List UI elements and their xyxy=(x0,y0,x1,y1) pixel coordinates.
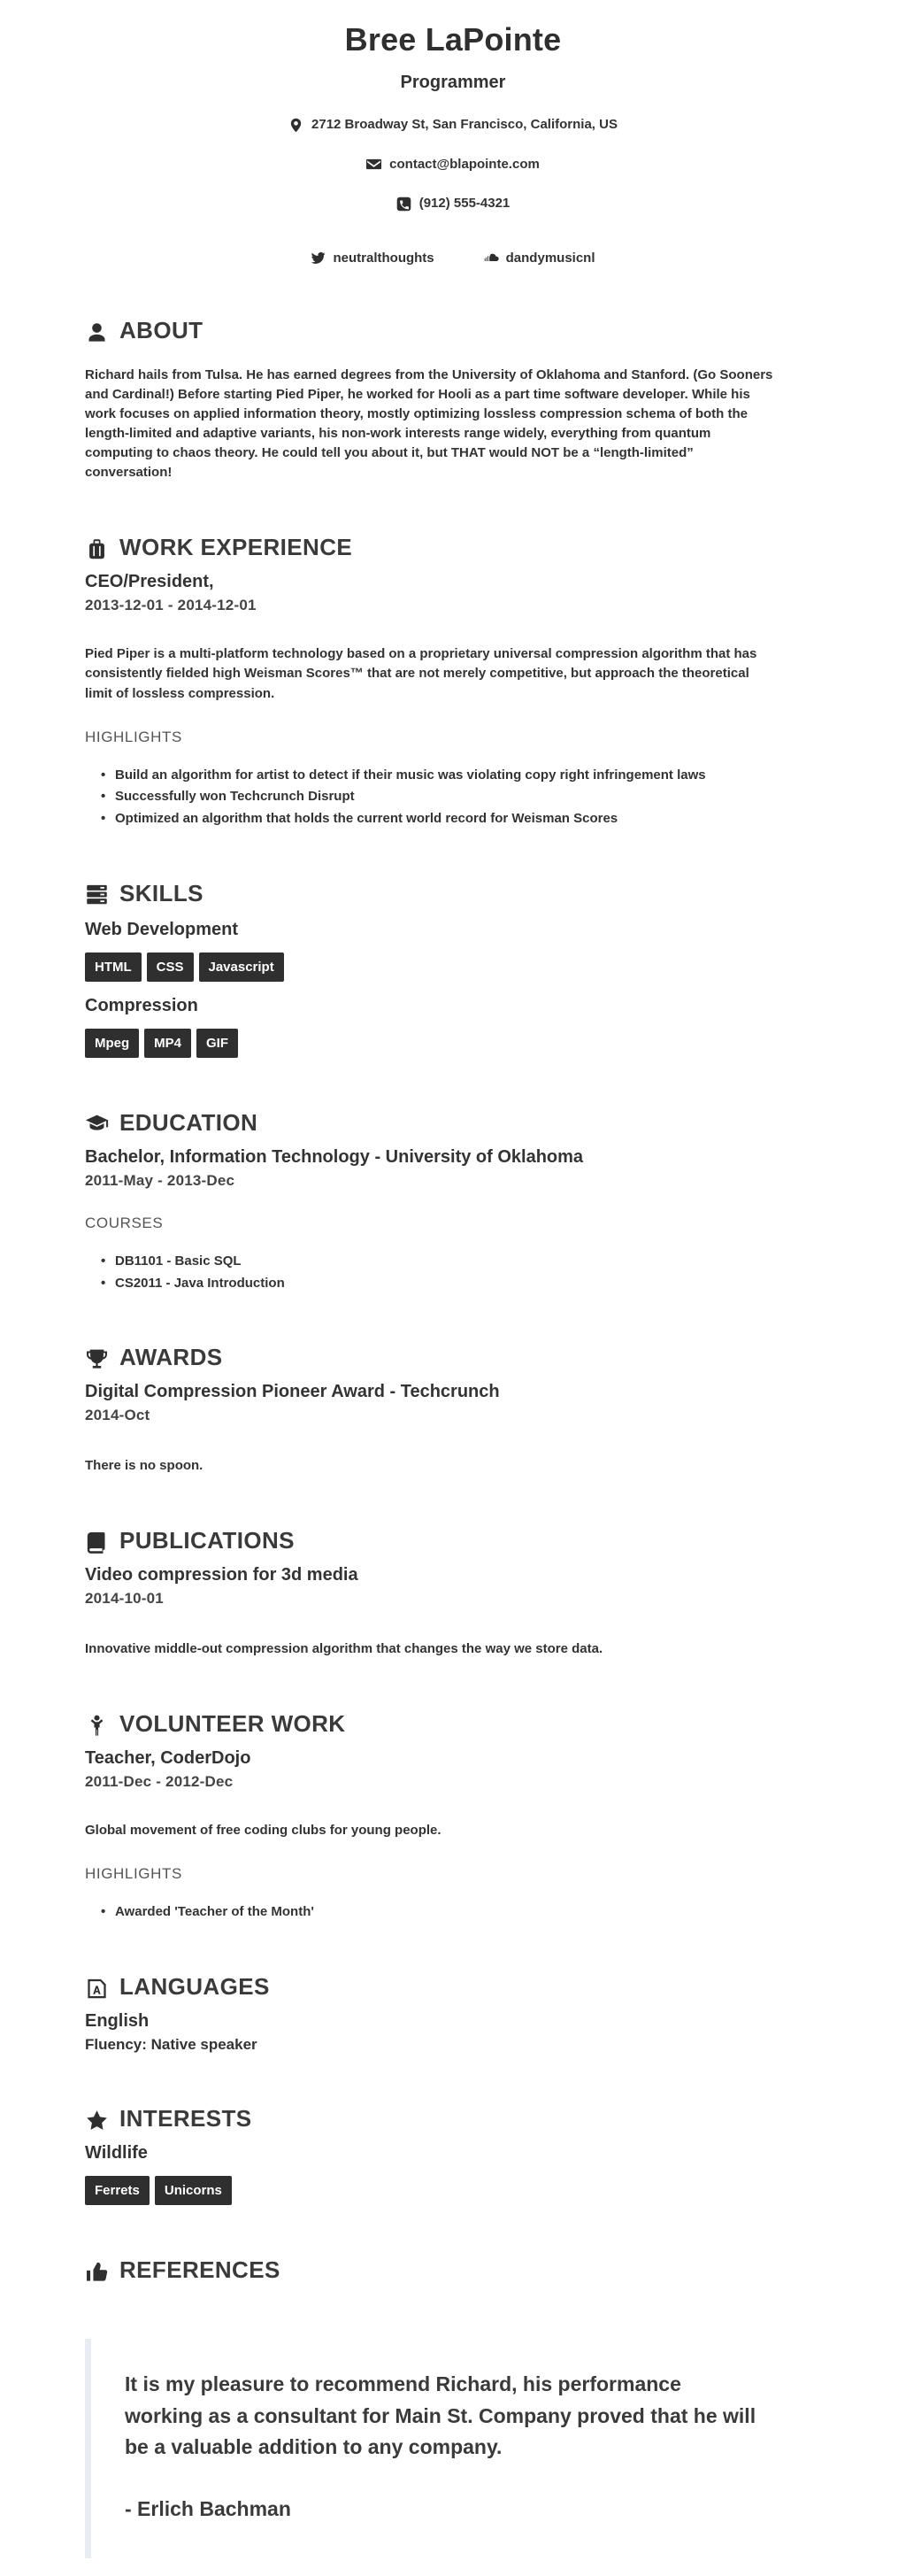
language-fluency: Fluency: Native speaker xyxy=(85,2036,257,2054)
phone-line[interactable] xyxy=(85,196,821,212)
phone-icon xyxy=(396,196,411,212)
volunteer-dates: 2011-Dec - 2012-Dec xyxy=(85,1773,234,1791)
skill-group-name: Compression xyxy=(85,995,198,1015)
award-title: Digital Compression Pioneer Award - Techcrunch xyxy=(85,1382,500,1402)
child-icon xyxy=(85,1710,109,1738)
resume-page xyxy=(85,0,821,2576)
soundcloud-link[interactable] xyxy=(484,251,595,266)
twitter-link[interactable] xyxy=(311,251,434,266)
section-interests xyxy=(85,2105,821,2205)
section-skills xyxy=(85,880,821,1058)
soundcloud-handle: dandymusicnl xyxy=(505,250,595,266)
languages-heading-text: LANGUAGES xyxy=(119,1973,270,2001)
interests-heading xyxy=(85,2105,821,2133)
volunteer-heading xyxy=(85,1710,821,1738)
section-work-experience xyxy=(85,534,821,828)
interests-heading-text: INTERESTS xyxy=(119,2105,252,2133)
reference-quote-block xyxy=(85,2339,821,2558)
skill-tag-row xyxy=(85,953,821,982)
phone-text: (912) 555-4321 xyxy=(418,196,511,212)
skill-tag: GIF xyxy=(196,1029,238,1058)
award-date: 2014-Oct xyxy=(85,1407,150,1424)
person-name: Bree LaPointe xyxy=(344,21,562,58)
user-icon xyxy=(85,317,109,344)
volunteer-heading-text: VOLUNTEER WORK xyxy=(119,1710,346,1738)
bottom-spacer xyxy=(85,2558,821,2576)
star-icon xyxy=(85,2105,109,2133)
trophy-icon xyxy=(85,1344,109,1371)
reference-quote-text: It is my pleasure to recommend Richard, his performance working as a consultant for Main St. Company proved that he will be a valuable addition to any company. xyxy=(125,2372,756,2459)
about-heading-text: ABOUT xyxy=(119,317,203,344)
education-dates: 2011-May - 2013-Dec xyxy=(85,1171,235,1189)
book-icon xyxy=(85,1527,109,1554)
publication-date: 2014-10-01 xyxy=(85,1590,164,1608)
thumbs-up-icon xyxy=(85,2256,109,2284)
language-name: English xyxy=(85,2011,150,2032)
education-heading xyxy=(85,1109,821,1137)
soundcloud-icon xyxy=(484,251,499,266)
languages-heading xyxy=(85,1973,821,2001)
references-heading-text: REFERENCES xyxy=(119,2256,280,2284)
section-references xyxy=(85,2256,821,2558)
work-highlight-item: • Optimized an algorithm that holds the current world record for Weisman Scores xyxy=(115,809,770,829)
work-dates: 2013-12-01 - 2014-12-01 xyxy=(85,597,257,614)
work-highlights-list xyxy=(85,766,821,829)
work-position: CEO/President, xyxy=(85,572,214,592)
envelope-icon xyxy=(366,157,381,173)
work-highlights-label: HIGHLIGHTS xyxy=(85,728,182,745)
header xyxy=(85,21,821,266)
about-heading xyxy=(85,317,821,344)
work-heading-text: WORK EXPERIENCE xyxy=(119,534,353,561)
award-summary: There is no spoon. xyxy=(85,1458,203,1474)
publication-summary: Innovative middle-out compression algorithm that changes the way we store data. xyxy=(85,1641,603,1657)
section-about xyxy=(85,317,821,482)
awards-heading-text: AWARDS xyxy=(119,1344,223,1371)
social-row xyxy=(85,251,821,266)
section-awards xyxy=(85,1344,821,1476)
email-line[interactable] xyxy=(85,157,821,173)
skills-heading-text: SKILLS xyxy=(119,879,203,906)
skill-tag: CSS xyxy=(147,953,194,982)
skill-tag-row xyxy=(85,1029,821,1058)
volunteer-summary: Global movement of free coding clubs for young people. xyxy=(85,1823,441,1839)
skill-group xyxy=(85,996,821,1058)
twitter-icon xyxy=(311,251,326,266)
skill-group-name: Web Development xyxy=(85,919,238,939)
skill-tag: Mpeg xyxy=(85,1029,139,1058)
interest-tag: Ferrets xyxy=(85,2176,150,2205)
twitter-handle: neutralthoughts xyxy=(333,250,434,266)
reference-attribution: - Erlich Bachman xyxy=(125,2497,291,2521)
skill-tag: HTML xyxy=(85,953,142,982)
education-courses-list xyxy=(85,1252,821,1293)
location-pin-icon xyxy=(288,117,303,133)
section-education xyxy=(85,1109,821,1293)
work-heading xyxy=(85,534,821,561)
about-body: Richard hails from Tulsa. He has earned degrees from the University of Oklahoma and Stanford. (Go Sooners and Cardinal!) Before starting Pied Piper, he worked for Hooli as a part time software developer. While his work focuses on applied information theory, mostly optimizing lossless compression schema of both the length-limited and adaptive variants, his non-work interests range widely, everything from quantum computing to chaos theory. He could tell you about it, but THAT would NOT be a “length-limited” conversation! xyxy=(85,367,773,481)
skills-heading xyxy=(85,880,821,907)
course-item: • DB1101 - Basic SQL xyxy=(115,1252,770,1271)
skill-group xyxy=(85,920,821,982)
education-degree: Bachelor, Information Technology - University of Oklahoma xyxy=(85,1146,584,1167)
volunteer-highlights-list xyxy=(85,1902,821,1922)
skill-tag: MP4 xyxy=(144,1029,191,1058)
volunteer-highlights-label: HIGHLIGHTS xyxy=(85,1865,182,1883)
interest-tag-row xyxy=(85,2176,821,2205)
interest-tag: Unicorns xyxy=(155,2176,232,2205)
address-text: 2712 Broadway St, San Francisco, California, US xyxy=(311,117,618,133)
course-item: • CS2011 - Java Introduction xyxy=(115,1274,770,1293)
publication-title: Video compression for 3d media xyxy=(85,1565,358,1585)
address-line xyxy=(85,117,821,133)
section-publications xyxy=(85,1527,821,1659)
person-title: Programmer xyxy=(400,73,506,92)
volunteer-position: Teacher, CoderDojo xyxy=(85,1748,251,1769)
work-highlight-item: • Build an algorithm for artist to detect if their music was violating copy right infringement laws xyxy=(115,766,770,785)
education-courses-label: COURSES xyxy=(85,1214,164,1231)
interest-name: Wildlife xyxy=(85,2143,148,2163)
volunteer-highlight-item: • Awarded 'Teacher of the Month' xyxy=(115,1902,770,1922)
skill-tag: Javascript xyxy=(199,953,284,982)
server-icon xyxy=(85,880,109,907)
publications-heading-text: PUBLICATIONS xyxy=(119,1527,295,1554)
briefcase-icon xyxy=(85,534,109,561)
awards-heading xyxy=(85,1344,821,1371)
section-languages xyxy=(85,1973,821,2054)
graduation-cap-icon xyxy=(85,1109,109,1137)
work-highlight-item: • Successfully won Techcrunch Disrupt xyxy=(115,787,770,806)
language-icon xyxy=(85,1973,109,2001)
education-heading-text: EDUCATION xyxy=(119,1108,258,1136)
email-text: contact@blapointe.com xyxy=(389,156,540,172)
publications-heading xyxy=(85,1527,821,1554)
work-summary: Pied Piper is a multi-platform technology based on a proprietary universal compression algorithm that has consistently fielded high Weisman Scores™ that are not merely competitive, but approach the theoretical limit of lossless compression. xyxy=(85,646,757,701)
references-heading xyxy=(85,2256,821,2284)
section-volunteer xyxy=(85,1710,821,1922)
